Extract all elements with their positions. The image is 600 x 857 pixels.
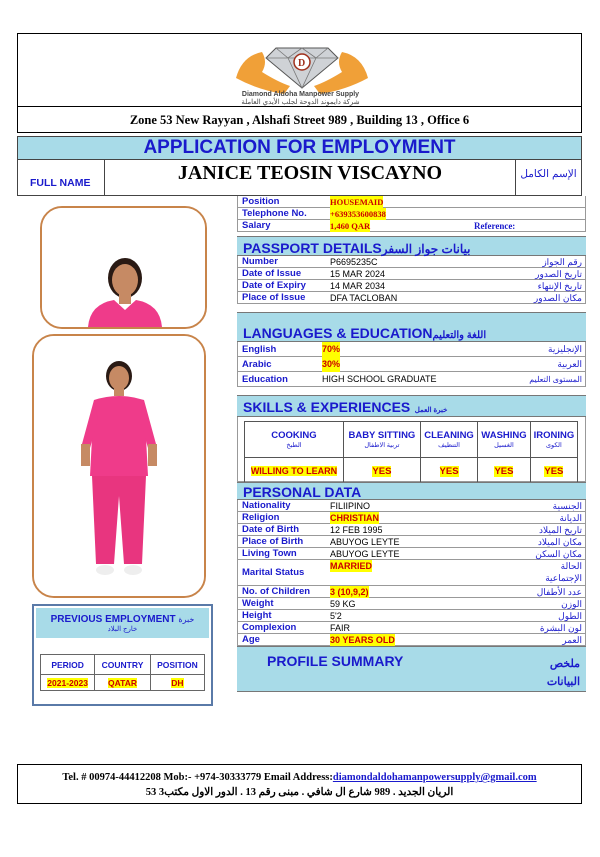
prev-emp-title: PREVIOUS EMPLOYMENT — [50, 614, 176, 625]
table-row — [238, 256, 585, 268]
skill-cooking — [245, 422, 344, 458]
row-value: HIGH SCHOOL GRADUATE — [322, 374, 437, 384]
row-label: Religion — [242, 512, 280, 523]
skill-name: WASHING — [481, 430, 527, 441]
page-title: APPLICATION FOR EMPLOYMENT — [17, 136, 582, 160]
row-value: 14 MAR 2034 — [330, 281, 386, 291]
svg-text:D: D — [298, 58, 306, 69]
languages-heading-ar: اللغة والتعليم — [432, 330, 487, 341]
full-name-row — [17, 160, 582, 196]
table-row — [238, 357, 585, 372]
row-label-ar: رقم الجواز — [542, 257, 582, 267]
skill-value: YES — [494, 466, 514, 477]
row-label: Weight — [242, 598, 274, 609]
full-name-value: JANICE TEOSIN VISCAYNO — [177, 162, 443, 184]
row-value: ABUYOG LEYTE — [330, 537, 400, 547]
skill-baby-sitting — [343, 422, 420, 458]
country-value: QATAR — [108, 677, 137, 688]
col-position: POSITION — [150, 655, 204, 675]
skill-baby-sitting-value — [343, 458, 420, 483]
reference-label: Reference: — [474, 221, 516, 231]
languages-heading: LANGUAGES & EDUCATION — [243, 325, 433, 341]
position-label: Position — [242, 196, 280, 207]
passport-heading: PASSPORT DETAILS — [243, 240, 382, 256]
skill-value: YES — [372, 466, 392, 477]
row-label: Date of Expiry — [242, 280, 306, 291]
row-value: 70% — [322, 342, 340, 357]
row-label-ar: الحالة الإجتماعية — [545, 561, 582, 583]
row-label-ar: العربية — [557, 359, 582, 369]
skill-cleaning-value — [420, 458, 477, 483]
telephone-value: +639353600838 — [330, 209, 386, 219]
skills-section-heading — [237, 395, 586, 417]
row-value: ABUYOG LEYTE — [330, 549, 400, 559]
prev-emp-title-ar: خبرة — [178, 615, 195, 624]
col-period: PERIOD — [41, 655, 95, 675]
row-label: Date of Birth — [242, 524, 299, 535]
row-label-ar: تاريخ الإنتهاء — [537, 281, 582, 291]
skills-table — [237, 417, 586, 482]
row-value: P6695235C — [330, 257, 378, 267]
table-row — [238, 524, 585, 536]
skill-name-ar: الكوى — [545, 442, 562, 449]
previous-employment — [32, 604, 213, 706]
row-label: Complexion — [242, 622, 297, 633]
row-label: Age — [242, 634, 260, 645]
row-label-ar: عدد الأطفال — [536, 587, 582, 597]
row-value: FILIIPINO — [330, 501, 371, 511]
table-row — [238, 268, 585, 280]
row-label-ar: تاريخ الميلاد — [539, 525, 582, 535]
skills-heading: SKILLS & EXPERIENCES — [243, 399, 411, 415]
row-value: 59 KG — [330, 599, 356, 609]
footer-contact: Tel. # 00974-44412208 Mob:- +974-30333779 Email Address: — [62, 772, 333, 783]
table-row — [238, 342, 585, 357]
row-label-ar: مكان الصدور — [533, 293, 582, 303]
skill-name: CLEANING — [424, 430, 474, 441]
row-value: DFA TACLOBAN — [330, 293, 398, 303]
table-row — [238, 512, 585, 524]
profile-summary-title: PROFILE SUMMARY — [267, 653, 404, 669]
skill-value: WILLING TO LEARN — [250, 466, 338, 476]
row-label-ar: العمر — [562, 635, 582, 645]
row-label-ar: الإنجليزية — [548, 344, 582, 354]
table-row — [238, 634, 585, 646]
skill-ironing-value — [530, 458, 577, 483]
skill-name-ar: الطبخ — [286, 442, 302, 449]
table-row — [238, 598, 585, 610]
row-label: Place of Issue — [242, 292, 306, 303]
period-value: 2021-2023 — [47, 677, 88, 688]
previous-employment-table — [40, 654, 205, 691]
skill-washing-value — [478, 458, 531, 483]
row-label: No. of Children — [242, 586, 311, 597]
row-value: 5'2 — [330, 611, 342, 621]
row-label-ar: مكان السكن — [535, 549, 582, 559]
skill-name-ar: تربية الاطفال — [364, 442, 400, 449]
page-footer — [17, 764, 582, 804]
row-label: Place of Birth — [242, 536, 304, 547]
table-row — [238, 548, 585, 560]
row-label-ar: لون البشرة — [539, 623, 582, 633]
row-value: 12 FEB 1995 — [330, 525, 383, 535]
row-label-ar: المستوى التعليم — [529, 375, 582, 384]
company-name-ar: شركة دايموند الدوحة لجلب الأيدي العاملة — [241, 99, 360, 106]
position-info — [237, 196, 586, 232]
footer-address-ar: 53 الريان الجديد . 989 شارع ال شافي . مبنى رقم 13 . الدور الاول مكتب3 — [145, 787, 454, 798]
telephone-label: Telephone No. — [242, 208, 307, 219]
company-name-en: Diamond Aldoha Manpower Supply — [241, 91, 360, 98]
skills-heading-ar: خبرة العمل — [414, 407, 448, 414]
footer-contact-line — [18, 765, 581, 783]
skill-name: IRONING — [533, 430, 575, 441]
passport-heading-ar: بيانات جواز السفر — [381, 242, 471, 256]
row-label: Number — [242, 256, 278, 267]
languages-section-heading — [237, 312, 586, 342]
full-name-label-ar: الإسم الكامل — [515, 160, 581, 195]
skill-cleaning — [420, 422, 477, 458]
table-row — [238, 372, 585, 387]
row-value: CHRISTIAN — [330, 513, 379, 523]
profile-summary-title-ar: ملخص البيانات — [546, 658, 580, 688]
table-row — [238, 500, 585, 512]
row-label: Marital Status — [242, 567, 305, 578]
table-row — [238, 292, 585, 304]
row-value: 3 (10,9,2) — [330, 587, 369, 597]
row-label-ar: تاريخ الصدور — [535, 269, 582, 279]
full-body-photo — [32, 334, 206, 598]
skill-name-ar: الغسيل — [494, 442, 514, 449]
row-label-ar: الوزن — [561, 599, 582, 609]
skill-name: BABY SITTING — [348, 430, 416, 441]
row-label-ar: الطول — [558, 611, 582, 621]
row-label-ar: الديانة — [559, 513, 582, 523]
table-row — [238, 560, 585, 586]
row-label: English — [242, 344, 277, 355]
passport-section-heading — [237, 236, 586, 256]
table-row — [238, 586, 585, 598]
row-value: 15 MAR 2024 — [330, 269, 386, 279]
prev-emp-subtitle-ar: خارج البلاد — [107, 626, 138, 633]
row-label-ar: الجنسية — [552, 501, 582, 511]
row-label: Date of Issue — [242, 268, 302, 279]
col-country: COUNTRY — [95, 655, 151, 675]
row-value: 30 YEARS OLD — [330, 635, 395, 645]
cell-position — [150, 675, 204, 691]
previous-employment-heading — [36, 608, 209, 638]
row-label-ar: مكان الميلاد — [537, 537, 582, 547]
passport-table — [237, 256, 586, 304]
row-label: Arabic — [242, 359, 272, 370]
skill-name-ar: التنظيف — [438, 442, 460, 449]
skill-value: YES — [439, 466, 459, 477]
row-label: Height — [242, 610, 272, 621]
languages-table — [237, 342, 586, 387]
position-value: HOUSEMAID — [330, 197, 384, 207]
position-value: DH — [171, 677, 184, 688]
application-details — [237, 196, 586, 692]
skill-ironing — [530, 422, 577, 458]
salary-label: Salary — [242, 220, 271, 231]
row-label: Living Town — [242, 548, 297, 559]
row-label: Education — [242, 374, 288, 385]
skill-washing — [478, 422, 531, 458]
personal-heading: PERSONAL DATA — [243, 484, 362, 500]
row-value: 30% — [322, 357, 340, 372]
skill-value: YES — [544, 466, 564, 477]
salary-value: 1,460 QAR — [330, 221, 371, 231]
personal-section-heading — [237, 482, 586, 500]
skill-name: COOKING — [271, 430, 317, 441]
table-row — [238, 536, 585, 548]
row-label: Nationality — [242, 500, 291, 511]
row-value: FAIR — [330, 623, 351, 633]
profile-summary-heading — [237, 646, 586, 692]
footer-email-link[interactable]: diamondaldohamanpowersupply@gmail.com — [332, 772, 537, 783]
table-row — [238, 622, 585, 634]
personal-table — [237, 500, 586, 646]
company-address: Zone 53 New Rayyan , Alshafi Street 989 , Building 13 , Office 6 — [18, 106, 581, 132]
row-value: MARRIED — [330, 561, 372, 571]
cell-country — [95, 675, 151, 691]
skill-cooking-value — [245, 458, 344, 483]
portrait-photo — [40, 206, 207, 329]
full-name-label: FULL NAME — [18, 160, 105, 195]
cell-period — [41, 675, 95, 691]
table-row — [238, 610, 585, 622]
company-header — [17, 33, 582, 133]
table-row — [238, 280, 585, 292]
